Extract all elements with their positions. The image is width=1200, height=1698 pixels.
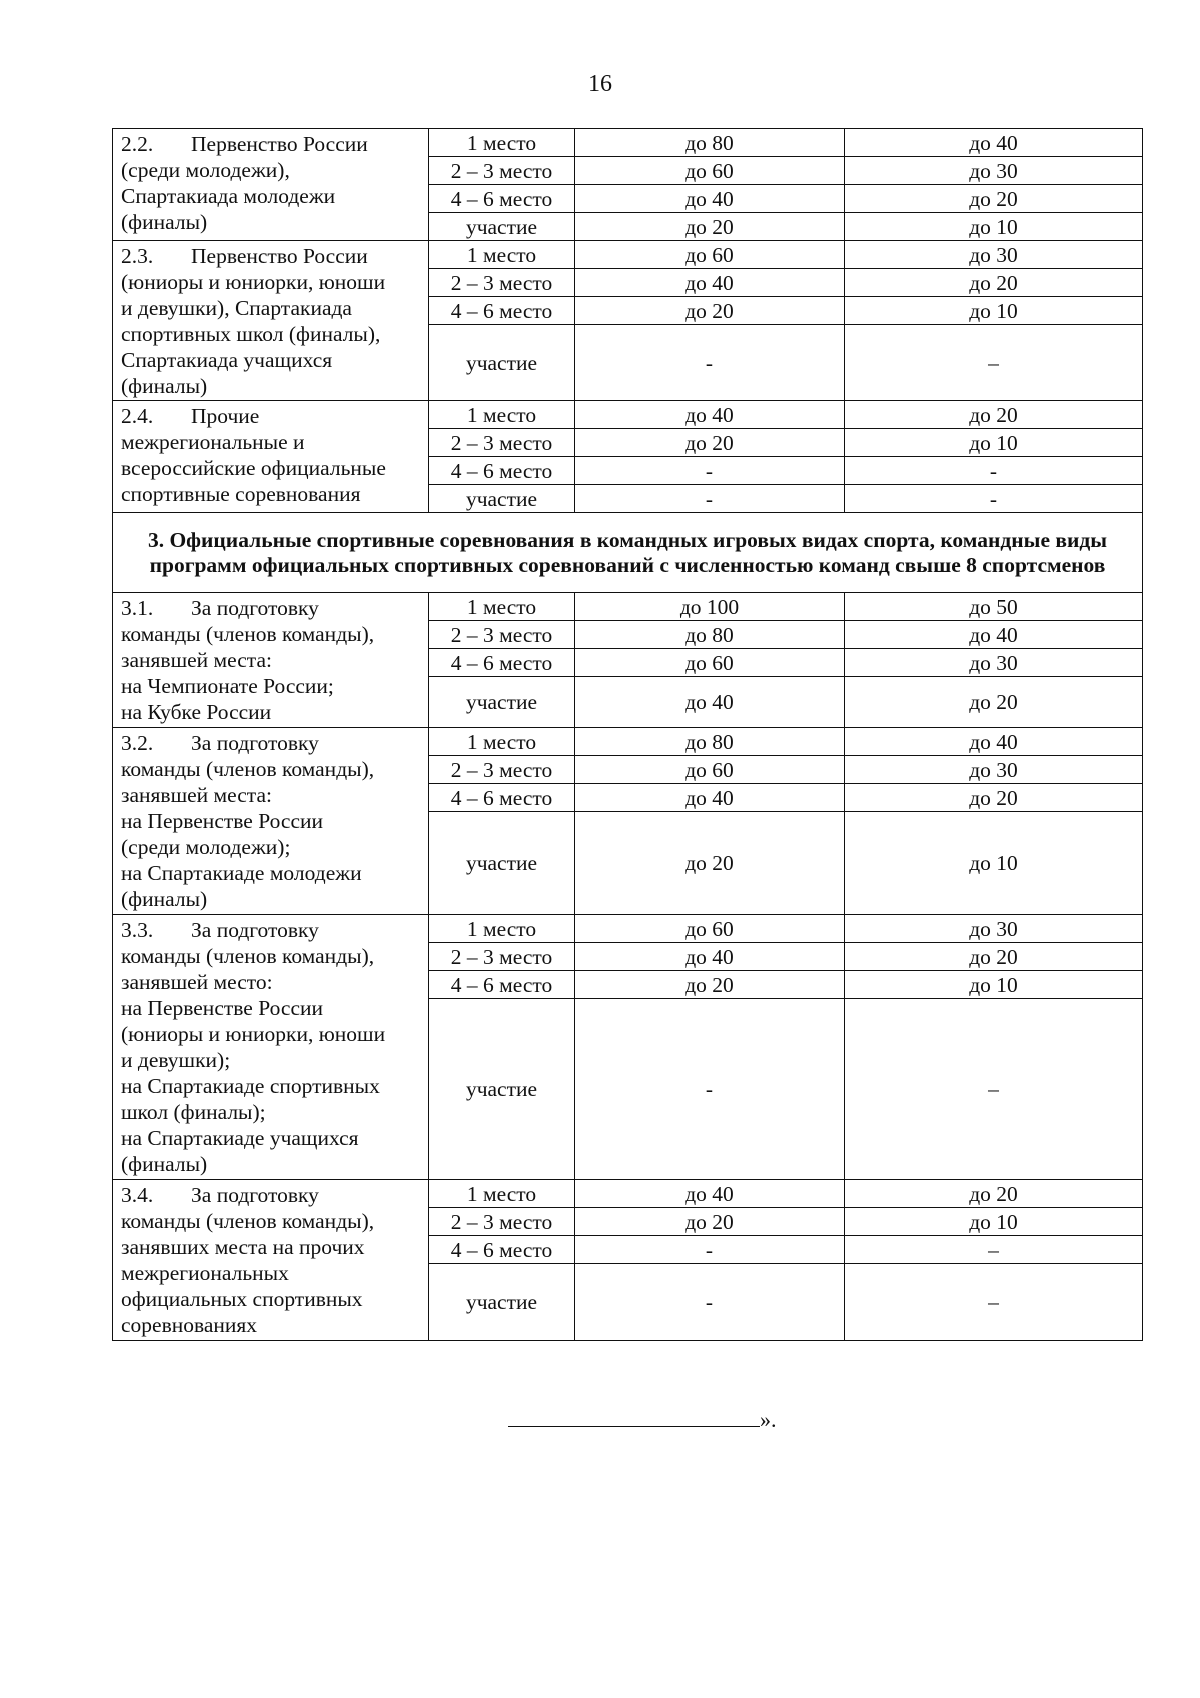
table-section-3-header xyxy=(113,513,1143,593)
value-cell-2: до 30 xyxy=(845,649,1143,677)
place-cell: 2 – 3 место xyxy=(429,157,575,185)
place-cell: участие xyxy=(429,677,575,728)
value-cell-2: до 10 xyxy=(845,297,1143,325)
value-cell-1: до 80 xyxy=(575,728,845,756)
value-cell-1: до 60 xyxy=(575,756,845,784)
value-cell-2: до 20 xyxy=(845,185,1143,213)
category-description xyxy=(113,129,429,241)
value-cell-2: до 10 xyxy=(845,213,1143,241)
place-cell: 1 место xyxy=(429,241,575,269)
value-cell-1: до 20 xyxy=(575,1208,845,1236)
value-cell-1: до 40 xyxy=(575,269,845,297)
place-cell: 4 – 6 место xyxy=(429,971,575,999)
place-cell: участие xyxy=(429,213,575,241)
value-cell-1: до 60 xyxy=(575,915,845,943)
place-cell: 2 – 3 место xyxy=(429,756,575,784)
table-row xyxy=(113,401,1143,429)
value-cell-2: - xyxy=(845,457,1143,485)
value-cell-1: до 40 xyxy=(575,401,845,429)
value-cell-1: до 20 xyxy=(575,812,845,915)
value-cell-1: до 20 xyxy=(575,297,845,325)
category-description xyxy=(113,728,429,915)
place-cell: 1 место xyxy=(429,915,575,943)
place-cell: 4 – 6 место xyxy=(429,1236,575,1264)
place-cell: 2 – 3 место xyxy=(429,429,575,457)
place-cell: участие xyxy=(429,812,575,915)
value-cell-2: - xyxy=(845,485,1143,513)
table-row xyxy=(113,915,1143,943)
value-cell-1: до 40 xyxy=(575,185,845,213)
category-description xyxy=(113,241,429,401)
category-number: 3.2. xyxy=(121,731,154,755)
category-text: Первенство России (юниоры и юниорки, юноши и девушки), Спартакиада спортивных школ (финалы), Спартакиада учащихся (финалы) xyxy=(121,244,386,398)
place-cell: 4 – 6 место xyxy=(429,649,575,677)
place-cell: 2 – 3 место xyxy=(429,943,575,971)
value-cell-1: - xyxy=(575,325,845,401)
value-cell-2: до 20 xyxy=(845,1180,1143,1208)
place-cell: участие xyxy=(429,1264,575,1341)
value-cell-2: до 40 xyxy=(845,129,1143,157)
value-cell-2: до 10 xyxy=(845,812,1143,915)
value-cell-2: до 30 xyxy=(845,915,1143,943)
value-cell-2: до 30 xyxy=(845,241,1143,269)
category-description xyxy=(113,401,429,513)
award-table xyxy=(112,128,1143,1341)
value-cell-1: до 80 xyxy=(575,621,845,649)
value-cell-1: до 60 xyxy=(575,649,845,677)
place-cell: 4 – 6 место xyxy=(429,297,575,325)
value-cell-2: до 10 xyxy=(845,1208,1143,1236)
value-cell-2: до 30 xyxy=(845,157,1143,185)
value-cell-1: до 20 xyxy=(575,429,845,457)
table-row xyxy=(113,728,1143,756)
place-cell: 1 место xyxy=(429,728,575,756)
value-cell-2: – xyxy=(845,999,1143,1180)
value-cell-1: до 40 xyxy=(575,677,845,728)
value-cell-1: до 40 xyxy=(575,943,845,971)
category-description xyxy=(113,1180,429,1341)
value-cell-2: – xyxy=(845,1236,1143,1264)
table-row xyxy=(113,129,1143,157)
place-cell: 2 – 3 место xyxy=(429,621,575,649)
value-cell-2: до 20 xyxy=(845,269,1143,297)
table-row xyxy=(113,593,1143,621)
value-cell-1: - xyxy=(575,1236,845,1264)
table-row xyxy=(113,241,1143,269)
value-cell-1: до 40 xyxy=(575,784,845,812)
value-cell-2: до 10 xyxy=(845,429,1143,457)
value-cell-2: до 10 xyxy=(845,971,1143,999)
category-description xyxy=(113,593,429,728)
signature-underline xyxy=(508,1406,760,1427)
category-number: 2.4. xyxy=(121,404,154,428)
place-cell: 1 место xyxy=(429,593,575,621)
value-cell-1: - xyxy=(575,457,845,485)
value-cell-2: до 20 xyxy=(845,784,1143,812)
place-cell: 2 – 3 место xyxy=(429,269,575,297)
category-text: За подготовку команды (членов команды), занявших места на прочих межрегиональных официальных спортивных соревнованиях xyxy=(121,1183,375,1337)
category-number: 3.4. xyxy=(121,1183,154,1207)
place-cell: 4 – 6 место xyxy=(429,784,575,812)
closing-mark: ». xyxy=(760,1407,777,1432)
category-text: Первенство России (среди молодежи), Спартакиада молодежи (финалы) xyxy=(121,132,368,234)
value-cell-2: – xyxy=(845,1264,1143,1341)
table-section-2 xyxy=(113,129,1143,513)
category-text: Прочие межрегиональные и всероссийские официальные спортивные соревнования xyxy=(121,404,386,506)
place-cell: 4 – 6 место xyxy=(429,457,575,485)
value-cell-1: - xyxy=(575,999,845,1180)
place-cell: 1 место xyxy=(429,401,575,429)
category-number: 2.3. xyxy=(121,244,154,268)
value-cell-1: - xyxy=(575,485,845,513)
place-cell: 4 – 6 место xyxy=(429,185,575,213)
place-cell: 1 место xyxy=(429,129,575,157)
category-text: За подготовку команды (членов команды), занявшей место: на Первенстве России (юниоры и юниорки, юноши и девушки); на Спартакиаде спортивных школ (финалы); на Спартакиаде учащихся (финалы) xyxy=(121,918,386,1176)
value-cell-2: до 20 xyxy=(845,401,1143,429)
value-cell-1: - xyxy=(575,1264,845,1341)
table-row xyxy=(113,1180,1143,1208)
category-number: 2.2. xyxy=(121,132,154,156)
value-cell-2: до 30 xyxy=(845,756,1143,784)
section-heading-row xyxy=(113,513,1143,593)
category-text: За подготовку команды (членов команды), занявшей места: на Первенстве России (среди молодежи); на Спартакиаде молодежи (финалы) xyxy=(121,731,375,911)
value-cell-2: до 50 xyxy=(845,593,1143,621)
section-heading: 3. Официальные спортивные соревнования в командных игровых видах спорта, командные виды программ официальных спортивных соревнований с численностью команд свыше 8 спортсменов xyxy=(113,513,1143,593)
category-text: За подготовку команды (членов команды), занявшей места: на Чемпионате России; на Кубке России xyxy=(121,596,375,724)
value-cell-1: до 20 xyxy=(575,971,845,999)
value-cell-1: до 100 xyxy=(575,593,845,621)
value-cell-1: до 20 xyxy=(575,213,845,241)
value-cell-1: до 40 xyxy=(575,1180,845,1208)
place-cell: 1 место xyxy=(429,1180,575,1208)
place-cell: участие xyxy=(429,485,575,513)
value-cell-1: до 60 xyxy=(575,241,845,269)
category-number: 3.1. xyxy=(121,596,154,620)
place-cell: участие xyxy=(429,999,575,1180)
page-number: 16 xyxy=(588,71,612,97)
value-cell-2: до 20 xyxy=(845,943,1143,971)
value-cell-2: – xyxy=(845,325,1143,401)
value-cell-2: до 20 xyxy=(845,677,1143,728)
category-number: 3.3. xyxy=(121,918,154,942)
value-cell-2: до 40 xyxy=(845,728,1143,756)
value-cell-1: до 60 xyxy=(575,157,845,185)
table-section-3 xyxy=(113,593,1143,1341)
closing-line xyxy=(508,1406,777,1433)
value-cell-1: до 80 xyxy=(575,129,845,157)
value-cell-2: до 40 xyxy=(845,621,1143,649)
place-cell: 2 – 3 место xyxy=(429,1208,575,1236)
category-description xyxy=(113,915,429,1180)
place-cell: участие xyxy=(429,325,575,401)
